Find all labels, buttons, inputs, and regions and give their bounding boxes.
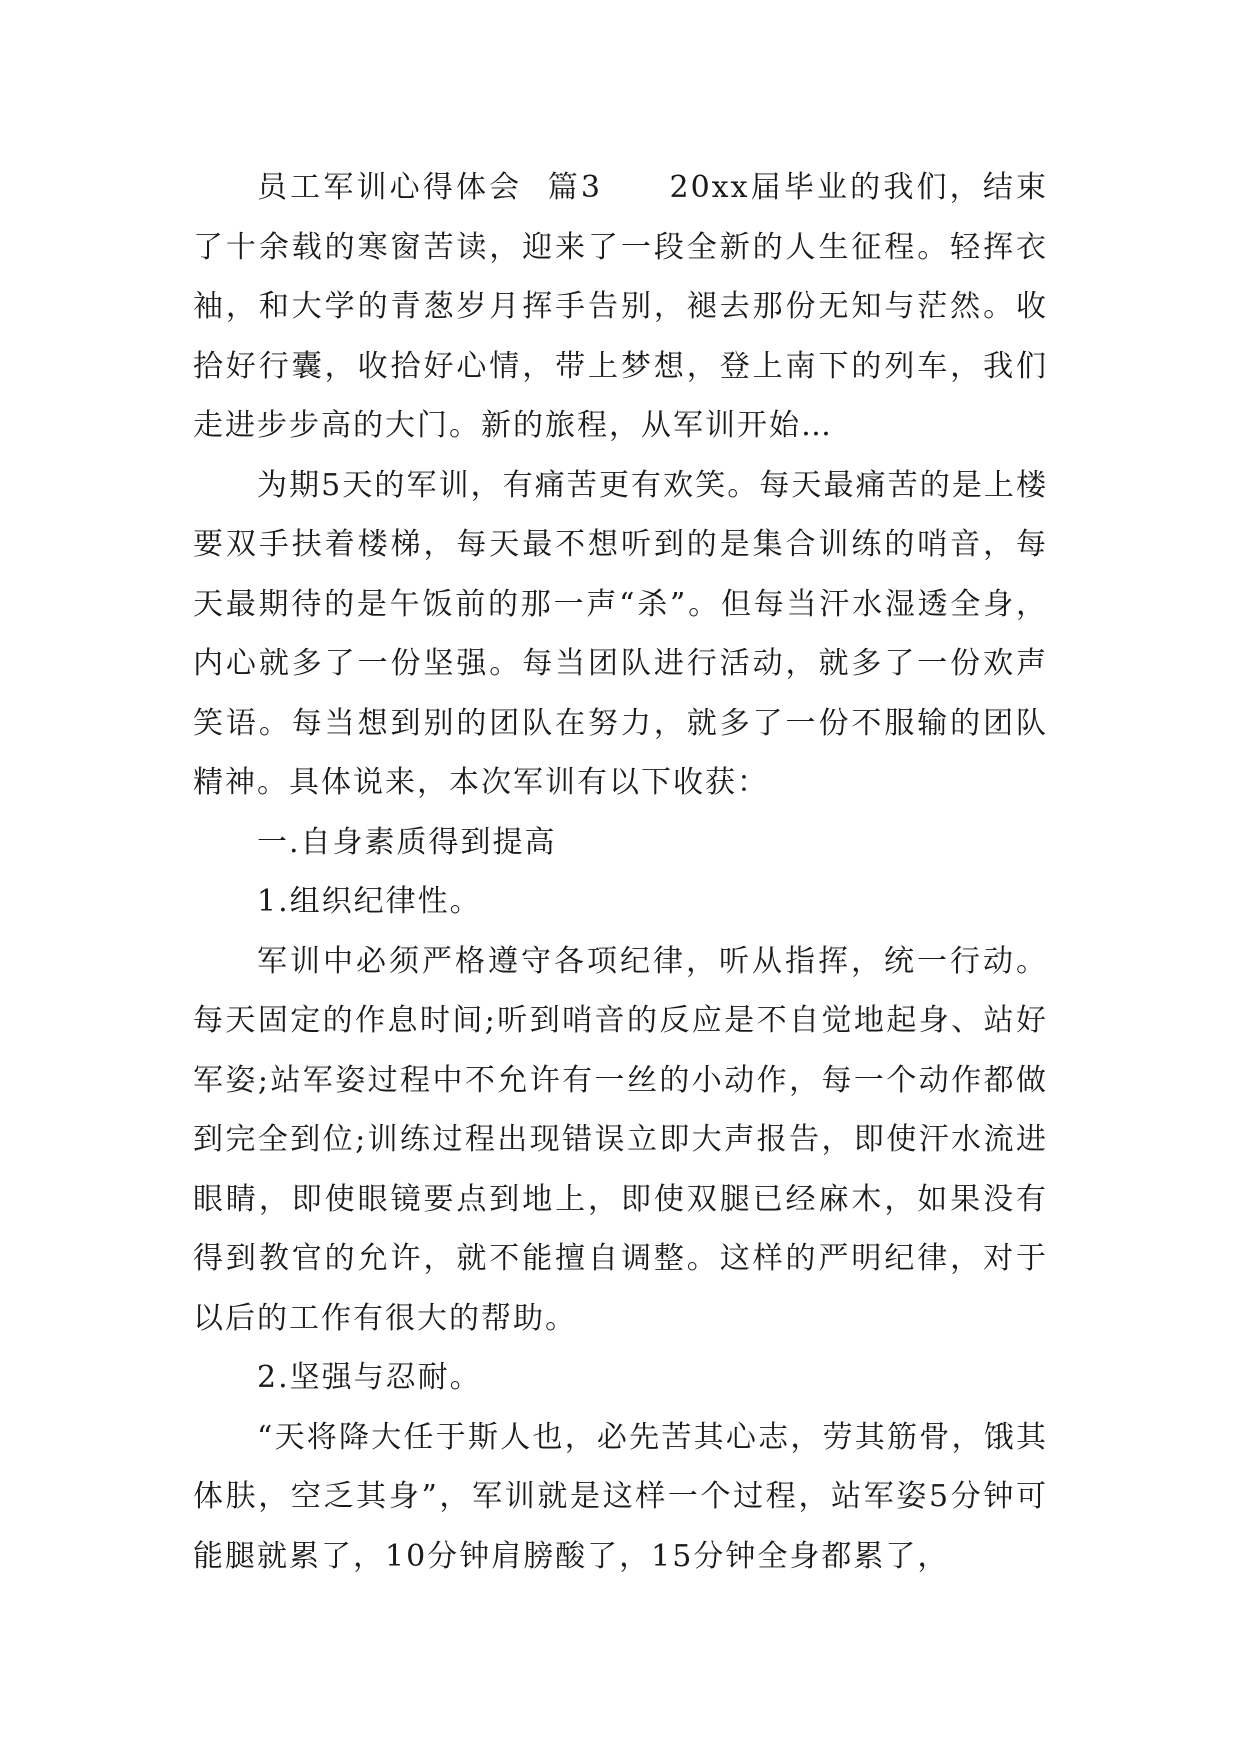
subheading-endurance: 2.坚强与忍耐。 (257, 1360, 482, 1395)
subheading-discipline: 1.组织纪律性。 (257, 884, 482, 919)
paragraph-discipline: 军训中必须严格遵守各项纪律，听从指挥，统一行动。每天固定的作息时间;听到哨音的反应是不自觉地起身、站好军姿;站军姿过程中不允许有一丝的小动作，每一个动作都做到完全到位;训练过程出现错误立即大声报告，即使汗水流进眼睛，即使眼镜要点到地上，即使双腿已经麻木，如果没有得到教官的允许，就不能擅自调整。这样的严明纪律，对于以后的工作有很大的帮助。 (193, 943, 1048, 1336)
paragraph-endurance: “天将降大任于斯人也，必先苦其心志，劳其筋骨，饿其体肤，空乏其身”，军训就是这样一个过程，站军姿5分钟可能腿就累了，10分钟肩膀酸了，15分钟全身都累了， (193, 1419, 1048, 1574)
paragraph-intro: 员工军训心得体会 篇3 20xx届毕业的我们，结束了十余载的寒窗苦读，迎来了一段全新的人生征程。轻挥衣袖，和大学的青葱岁月挥手告别，褪去那份无知与茫然。收拾好行囊，收拾好心情，带上梦想，登上南下的列车，我们走进步步高的大门。新的旅程，从军训开始… (193, 170, 1048, 443)
document-body (193, 158, 1048, 1586)
paragraph-training-summary: 为期5天的军训，有痛苦更有欢笑。每天最痛苦的是上楼要双手扶着楼梯，每天最不想听到的是集合训练的哨音，每天最期待的是午饭前的那一声“杀”。但每当汗水湿透全身，内心就多了一份坚强。每当团队进行活动，就多了一份欢声笑语。每当想到别的团队在努力，就多了一份不服输的团队精神。具体说来，本次军训有以下收获： (193, 467, 1048, 800)
section-heading-quality: 一.自身素质得到提高 (257, 824, 557, 860)
